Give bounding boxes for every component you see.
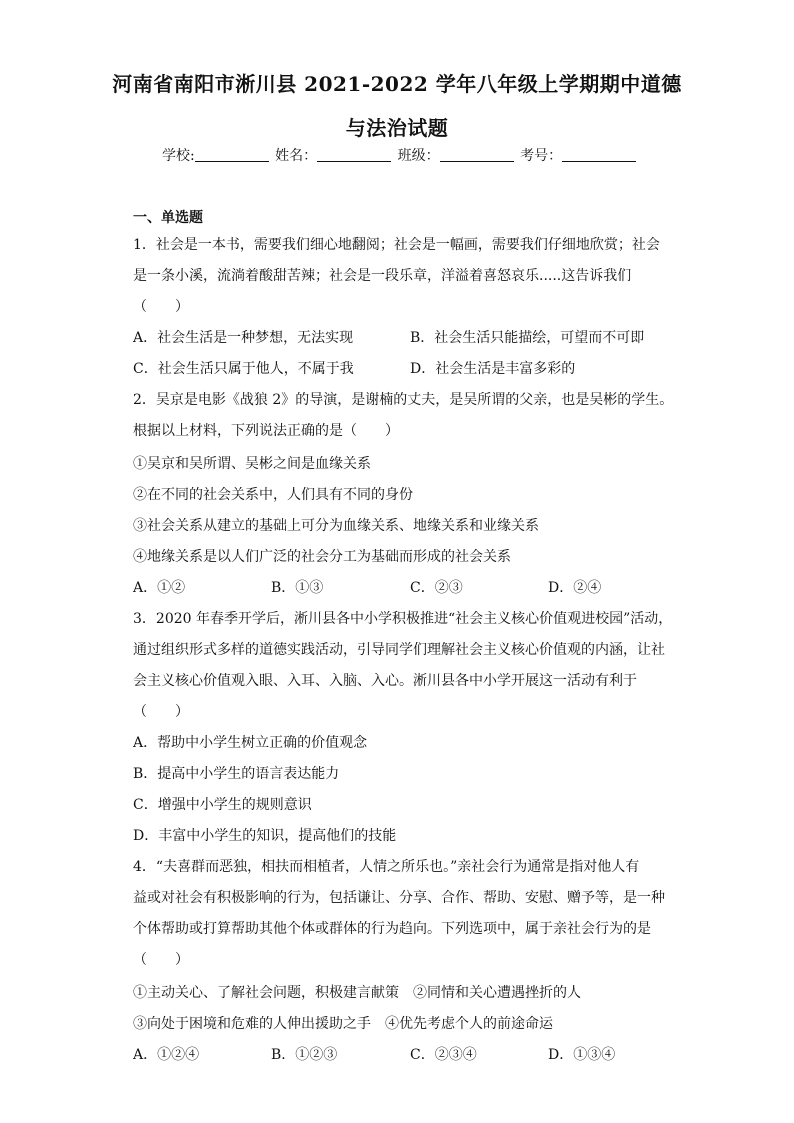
question-3-option-a[interactable]: A．帮助中小学生树立正确的价值观念	[133, 735, 368, 751]
student-info-row	[162, 145, 638, 165]
question-3-option-b[interactable]: B．提高中小学生的语言表达能力	[133, 766, 340, 782]
question-4-line: 4．“夫喜群而恶独，相扶而相植者，人情之所乐也。”亲社会行为通常是指对他人有	[133, 859, 640, 875]
question-3-option-d[interactable]: D．丰富中小学生的知识，提高他们的技能	[133, 828, 397, 844]
question-4-option-d[interactable]: D．①③④	[548, 1047, 616, 1063]
question-3-line: 3．2020 年春季开学后，淅川县各中小学积极推进“社会主义核心价值观进校园”活动，	[133, 611, 673, 627]
question-3-line: 会主义核心价值观入眼、入耳、入脑、入心。淅川县各中小学开展这一活动有利于	[133, 673, 637, 689]
question-2-line: 根据以上材料，下列说法正确的是（ ）	[133, 423, 399, 439]
question-4-line: 个体帮助或打算帮助其他个体或群体的行为趋向。下列选项中，属于亲社会行为的是	[133, 921, 651, 937]
question-3-line: （ ）	[133, 704, 189, 720]
exam-title-line-2: 与法治试题	[345, 116, 449, 140]
question-2-option-b[interactable]: B．①③	[271, 580, 324, 596]
question-2-statement: ②在不同的社会关系中，人们具有不同的身份	[133, 487, 413, 503]
question-1-line: 1．社会是一本书，需要我们细心地翻阅；社会是一幅画，需要我们仔细地欣赏；社会	[133, 237, 660, 253]
question-4-statement: ①主动关心、了解社会问题，积极建言献策 ②同情和关心遭遇挫折的人	[133, 985, 581, 1001]
question-2-statement: ③社会关系从建立的基础上可分为血缘关系、地缘关系和业缘关系	[133, 518, 539, 534]
class-blank[interactable]	[440, 147, 514, 162]
question-3-line: 通过组织形式多样的道德实践活动，引导同学们理解社会主义核心价值观的内涵，让社	[133, 642, 665, 658]
question-1-option-a[interactable]: A．社会生活是一种梦想，无法实现	[133, 330, 354, 346]
question-1-option-d[interactable]: D．社会生活是丰富多彩的	[410, 361, 576, 377]
question-1-line: 是一条小溪，流淌着酸甜苦辣；社会是一段乐章，洋溢着喜怒哀乐.....这告诉我们	[133, 268, 632, 284]
question-2-statement: ④地缘关系是以人们广泛的社会分工为基础而形成的社会关系	[133, 549, 511, 565]
question-4-option-c[interactable]: C．②③④	[410, 1047, 477, 1063]
question-2-option-c[interactable]: C．②③	[410, 580, 463, 596]
exam-title-line-1: 河南省南阳市淅川县 2021-2022 学年八年级上学期期中道德	[112, 72, 682, 96]
question-2-option-a[interactable]: A．①②	[133, 580, 186, 596]
question-2-statement: ①吴京和吴所谓、吴彬之间是血缘关系	[133, 456, 371, 472]
question-4-statement: ③向处于困境和危难的人伸出援助之手 ④优先考虑个人的前途命运	[133, 1016, 553, 1032]
question-1-option-c[interactable]: C．社会生活只属于他人，不属于我	[133, 361, 354, 377]
school-label: 学校:	[162, 148, 195, 164]
question-3-option-c[interactable]: C．增强中小学生的规则意识	[133, 797, 312, 813]
question-1-line: （ ）	[133, 299, 189, 315]
name-blank[interactable]	[317, 147, 391, 162]
question-1-option-b[interactable]: B．社会生活只能描绘，可望而不可即	[410, 330, 645, 346]
question-4-option-a[interactable]: A．①②④	[133, 1047, 200, 1063]
name-label: 姓名：	[275, 148, 318, 164]
question-2-option-d[interactable]: D．②④	[548, 580, 602, 596]
question-4-line: 益或对社会有积极影响的行为，包括谦让、分享、合作、帮助、安慰、赠予等，是一种	[133, 890, 665, 906]
school-blank[interactable]	[195, 147, 269, 162]
exam-number-blank[interactable]	[562, 147, 636, 162]
section-title: 一、单选题	[133, 210, 203, 226]
question-4-line: （ ）	[133, 952, 189, 968]
question-4-option-b[interactable]: B．①②③	[271, 1047, 338, 1063]
question-2-line: 2．吴京是电影《战狼 2》的导演，是谢楠的丈夫，是吴所谓的父亲，也是吴彬的学生。	[133, 392, 674, 408]
exam-number-label: 考号：	[520, 148, 563, 164]
class-label: 班级：	[397, 148, 440, 164]
